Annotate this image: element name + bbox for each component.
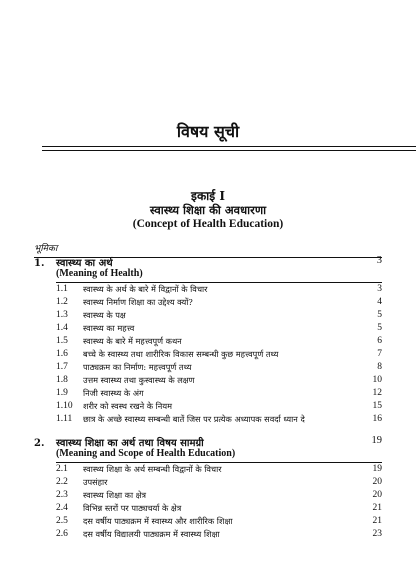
entry-page: 20 — [372, 477, 382, 487]
section-title: स्वास्थ्य शिक्षा का अर्थ तथा विषय सामग्री — [56, 438, 204, 449]
entry-title: उत्तम स्वास्थ्य तथा कुस्वास्थ्य के लक्षण — [83, 375, 195, 385]
entry-page: 5 — [377, 323, 382, 333]
entry-number: 2.6 — [56, 529, 68, 539]
entry-page: 19 — [372, 464, 382, 474]
entry-number: 1.4 — [56, 323, 68, 333]
toc-entry[interactable] — [56, 400, 382, 413]
toc-entry[interactable] — [56, 463, 382, 476]
entry-number: 2.5 — [56, 516, 68, 526]
entry-page: 12 — [372, 388, 382, 398]
section-heading[interactable] — [34, 255, 382, 269]
toc-entry[interactable] — [56, 387, 382, 400]
entry-title: स्वास्थ्य के अर्थ के बारे में विद्वानों के विचार — [83, 284, 208, 294]
unit-title-english: (Concept of Health Education) — [132, 218, 284, 230]
toc-entry[interactable] — [56, 283, 382, 296]
unit-label: इकाई I — [191, 189, 225, 203]
entry-page: 15 — [372, 401, 382, 411]
intro-heading: भूमिका — [34, 244, 58, 254]
entry-number: 1.2 — [56, 297, 68, 307]
toc-entry[interactable] — [56, 489, 382, 502]
title-rule-top — [42, 146, 416, 147]
entry-title: छात्र के अच्छे स्वास्थ्य सम्बन्धी बातें जिस पर प्रत्येक अध्यापक सवर्दा ध्यान दे — [83, 414, 305, 424]
section-title: स्वास्थ्य का अर्थ — [56, 258, 113, 269]
section-page: 3 — [376, 255, 382, 266]
entry-page: 4 — [377, 297, 382, 307]
entry-page: 8 — [377, 362, 382, 372]
entry-number: 1.10 — [56, 401, 73, 411]
entry-title: स्वास्थ्य के बारे में महत्त्वपूर्ण कथन — [83, 336, 182, 346]
entry-number: 2.3 — [56, 490, 68, 500]
entry-page: 10 — [372, 375, 382, 385]
entry-page: 7 — [377, 349, 382, 359]
toc-entry[interactable] — [56, 335, 382, 348]
entry-number: 1.11 — [56, 414, 73, 424]
entry-number: 1.8 — [56, 375, 68, 385]
toc-entry[interactable] — [56, 348, 382, 361]
title-rule-bottom — [42, 150, 416, 151]
toc-entry[interactable] — [56, 322, 382, 335]
entry-page: 21 — [372, 503, 382, 513]
entry-number: 2.2 — [56, 477, 68, 487]
entry-page: 3 — [377, 284, 382, 294]
entry-number: 1.7 — [56, 362, 68, 372]
entry-title: दस वर्षीय पाठ्यक्रम में स्वास्थ्य और शारीरिक शिक्षा — [83, 516, 233, 526]
toc-entry[interactable] — [56, 296, 382, 309]
section-number: 1. — [34, 258, 45, 269]
unit-title-hindi: स्वास्थ्य शिक्षा की अवधारणा — [149, 203, 267, 217]
entry-number: 1.9 — [56, 388, 68, 398]
entry-page: 6 — [377, 336, 382, 346]
toc-entry[interactable] — [56, 515, 382, 528]
entry-number: 2.4 — [56, 503, 68, 513]
toc-entry[interactable] — [56, 309, 382, 322]
toc-entry[interactable] — [56, 528, 382, 541]
entry-title: स्वास्थ्य शिक्षा का क्षेत्र — [83, 490, 147, 500]
entry-page: 21 — [372, 516, 382, 526]
entry-title: विभिन्न स्तरों पर पाठ्यचर्या के क्षेत्र — [83, 503, 182, 513]
entry-title: शरीर को स्वस्थ रखने के नियम — [83, 401, 172, 411]
section-number: 2. — [34, 438, 45, 449]
entry-title: निजी स्वास्थ्य के अंग — [83, 388, 144, 398]
entry-number: 2.1 — [56, 464, 68, 474]
entry-title: पाठ्यक्रम का निर्माण: महत्त्वपूर्ण तथ्य — [83, 362, 192, 372]
section-page: 19 — [371, 435, 382, 446]
section-subtitle: (Meaning and Scope of Health Education) — [56, 448, 236, 459]
toc-entry[interactable] — [56, 374, 382, 387]
toc-entry[interactable] — [56, 361, 382, 374]
entry-page: 20 — [372, 490, 382, 500]
entry-title: स्वास्थ्य के पक्ष — [83, 310, 126, 320]
entry-number: 1.6 — [56, 349, 68, 359]
entry-title: स्वास्थ्य का महत्त्व — [83, 323, 135, 333]
entry-page: 16 — [372, 414, 382, 424]
toc-entry[interactable] — [56, 502, 382, 515]
entry-title: दस वर्षीय विद्यालयी पाठ्यक्रम में स्वास्थ्य शिक्षा — [83, 529, 220, 539]
entry-number: 1.3 — [56, 310, 68, 320]
section-subtitle: (Meaning of Health) — [56, 268, 143, 279]
toc-entry[interactable] — [56, 413, 382, 426]
entry-title: उपसंहार — [83, 477, 108, 487]
toc-entry[interactable] — [56, 476, 382, 489]
entry-number: 1.5 — [56, 336, 68, 346]
page-title: विषय सूची — [176, 122, 240, 141]
entry-title: बच्चे के स्वास्थ्य तथा शारीरिक विकास सम्बन्धी कुछ महत्त्वपूर्ण तथ्य — [83, 349, 279, 359]
entry-title: स्वास्थ्य शिक्षा के अर्थ सम्बन्धी विद्वानों के विचार — [83, 464, 222, 474]
entry-title: स्वास्थ्य निर्माण शिक्षा का उद्देश्य क्यों? — [83, 297, 193, 307]
entry-number: 1.1 — [56, 284, 68, 294]
entry-page: 5 — [377, 310, 382, 320]
entry-page: 23 — [372, 529, 382, 539]
section-heading[interactable] — [34, 435, 382, 449]
